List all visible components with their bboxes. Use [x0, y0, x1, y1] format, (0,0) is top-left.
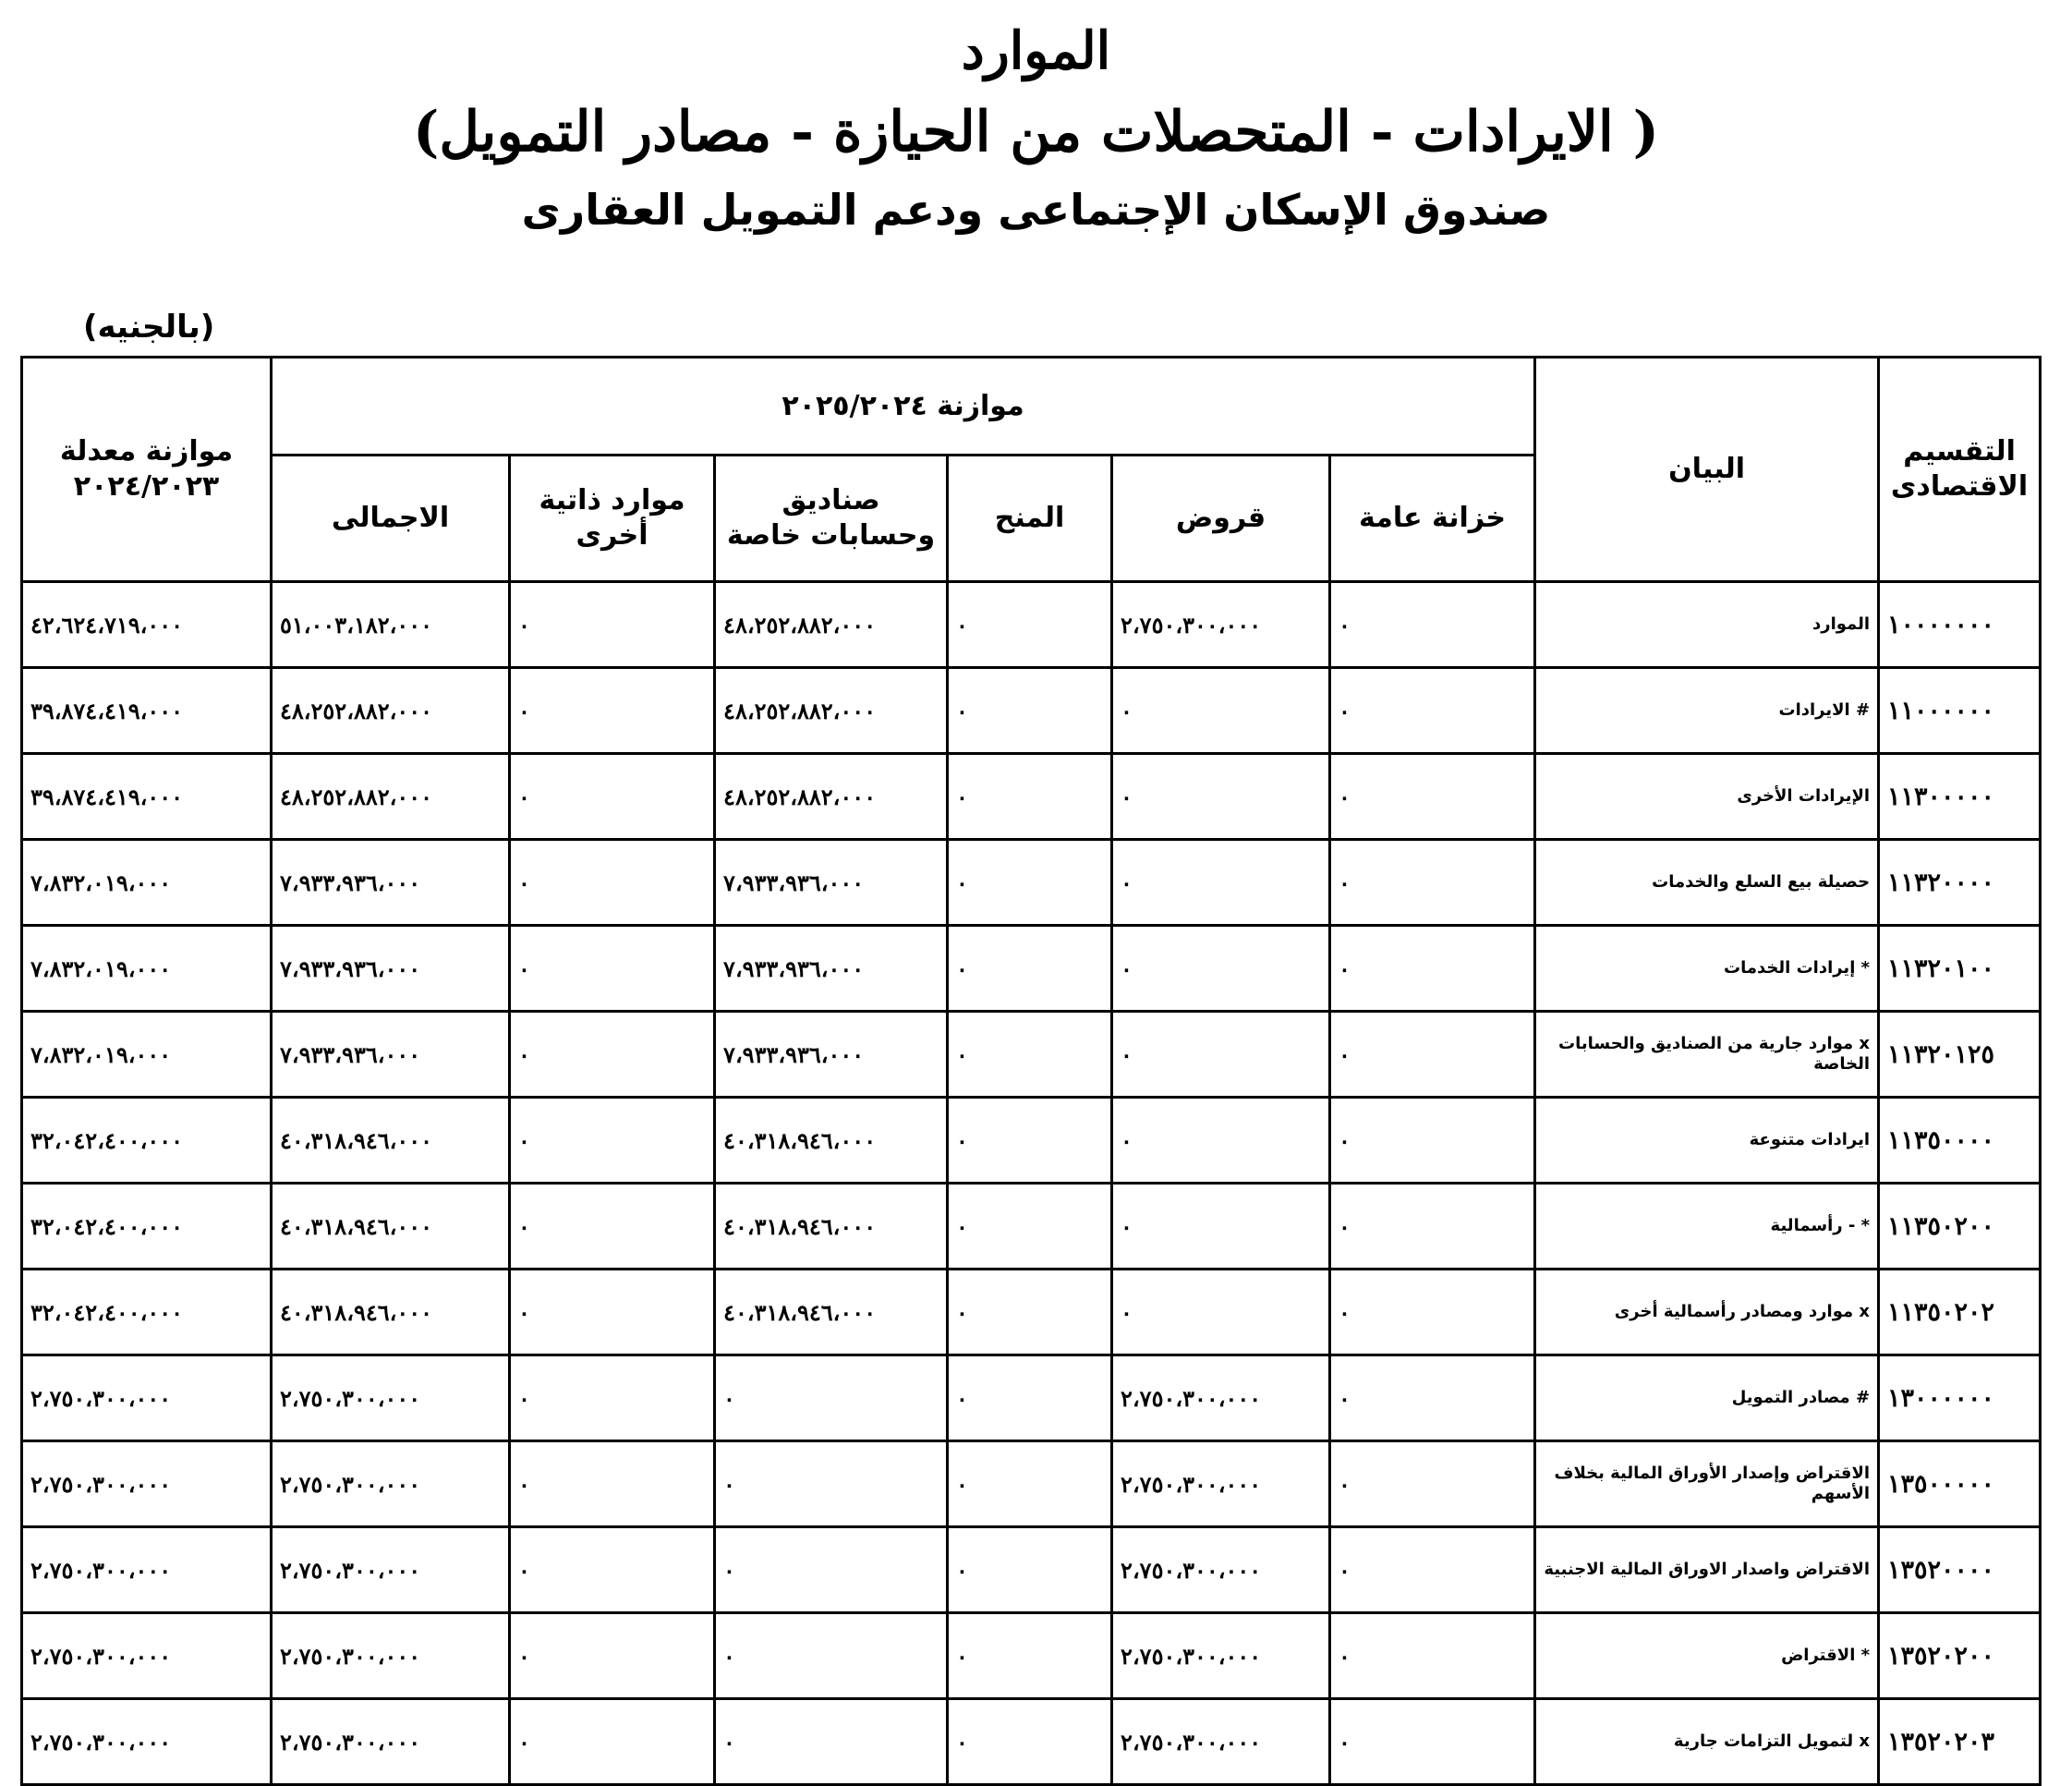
cell-loans: ٢،٧٥٠،٣٠٠،٠٠٠ — [1112, 1355, 1330, 1441]
cell-code: ١٣٠٠٠٠٠٠ — [1879, 1355, 2041, 1441]
cell-description: x موارد جارية من الصناديق والحسابات الخاصة — [1535, 1012, 1879, 1098]
cell-total: ٢،٧٥٠،٣٠٠،٠٠٠ — [272, 1613, 510, 1699]
cell-special-funds: ٤٠،٣١٨،٩٤٦،٠٠٠ — [715, 1270, 948, 1355]
cell-code: ١١٣٠٠٠٠٠ — [1879, 754, 2041, 840]
header-budget-group: موازنة ٢٠٢٥/٢٠٢٤ — [272, 358, 1535, 456]
cell-treasury: ٠ — [1330, 668, 1535, 754]
cell-description: الاقتراض وإصدار الأوراق المالية بخلاف الأسهم — [1535, 1441, 1879, 1527]
cell-total: ٢،٧٥٠،٣٠٠،٠٠٠ — [272, 1355, 510, 1441]
header-special-funds: صناديق وحسابات خاصة — [715, 456, 948, 582]
cell-treasury: ٠ — [1330, 1012, 1535, 1098]
cell-code: ١٠٠٠٠٠٠٠ — [1879, 582, 2041, 668]
cell-grants: ٠ — [948, 1098, 1112, 1184]
cell-revised-budget: ٧،٨٣٢،٠١٩،٠٠٠ — [22, 926, 272, 1012]
table-row — [22, 840, 2041, 926]
cell-revised-budget: ٣٢،٠٤٢،٤٠٠،٠٠٠ — [22, 1270, 272, 1355]
cell-revised-budget: ٣٩،٨٧٤،٤١٩،٠٠٠ — [22, 754, 272, 840]
cell-revised-budget: ٧،٨٣٢،٠١٩،٠٠٠ — [22, 1012, 272, 1098]
table-row — [22, 1527, 2041, 1613]
cell-grants: ٠ — [948, 1441, 1112, 1527]
table-row — [22, 1098, 2041, 1184]
cell-loans: ٢،٧٥٠،٣٠٠،٠٠٠ — [1112, 1613, 1330, 1699]
cell-revised-budget: ٣٢،٠٤٢،٤٠٠،٠٠٠ — [22, 1184, 272, 1270]
cell-loans: ٠ — [1112, 1098, 1330, 1184]
cell-loans: ٠ — [1112, 668, 1330, 754]
cell-revised-budget: ٣٢،٠٤٢،٤٠٠،٠٠٠ — [22, 1098, 272, 1184]
cell-loans: ٠ — [1112, 840, 1330, 926]
cell-special-funds: ٤٨،٢٥٢،٨٨٢،٠٠٠ — [715, 582, 948, 668]
cell-loans: ٠ — [1112, 754, 1330, 840]
cell-self-resources: ٠ — [510, 1527, 715, 1613]
cell-code: ١١٣٢٠٠٠٠ — [1879, 840, 2041, 926]
cell-self-resources: ٠ — [510, 1270, 715, 1355]
cell-code: ١٣٥٢٠٠٠٠ — [1879, 1527, 2041, 1613]
cell-total: ٤٨،٢٥٢،٨٨٢،٠٠٠ — [272, 668, 510, 754]
cell-treasury: ٠ — [1330, 582, 1535, 668]
cell-self-resources: ٠ — [510, 1613, 715, 1699]
cell-revised-budget: ٧،٨٣٢،٠١٩،٠٠٠ — [22, 840, 272, 926]
currency-unit-note: (بالجنيه) — [83, 309, 215, 346]
cell-special-funds: ٠ — [715, 1441, 948, 1527]
cell-special-funds: ٧،٩٣٣،٩٣٦،٠٠٠ — [715, 1012, 948, 1098]
cell-treasury: ٠ — [1330, 1527, 1535, 1613]
cell-treasury: ٠ — [1330, 1184, 1535, 1270]
cell-special-funds: ٧،٩٣٣،٩٣٦،٠٠٠ — [715, 840, 948, 926]
entity-name: صندوق الإسكان الإجتماعى ودعم التمويل العقارى — [521, 185, 1551, 235]
cell-description: ايرادات متنوعة — [1535, 1098, 1879, 1184]
cell-special-funds: ٠ — [715, 1613, 948, 1699]
table-row — [22, 668, 2041, 754]
cell-revised-budget: ٣٩،٨٧٤،٤١٩،٠٠٠ — [22, 668, 272, 754]
cell-treasury: ٠ — [1330, 1613, 1535, 1699]
cell-treasury: ٠ — [1330, 1355, 1535, 1441]
table-row — [22, 1699, 2041, 1785]
cell-grants: ٠ — [948, 668, 1112, 754]
header-grants: المنح — [948, 456, 1112, 582]
cell-special-funds: ٤٨،٢٥٢،٨٨٢،٠٠٠ — [715, 668, 948, 754]
cell-special-funds: ٠ — [715, 1699, 948, 1785]
table-row — [22, 582, 2041, 668]
cell-self-resources: ٠ — [510, 1012, 715, 1098]
cell-total: ٢،٧٥٠،٣٠٠،٠٠٠ — [272, 1699, 510, 1785]
table-row — [22, 1270, 2041, 1355]
cell-grants: ٠ — [948, 1355, 1112, 1441]
cell-code: ١١٣٥٠٢٠٢ — [1879, 1270, 2041, 1355]
cell-total: ٧،٩٣٣،٩٣٦،٠٠٠ — [272, 840, 510, 926]
table-row — [22, 754, 2041, 840]
cell-self-resources: ٠ — [510, 754, 715, 840]
cell-self-resources: ٠ — [510, 1355, 715, 1441]
cell-treasury: ٠ — [1330, 754, 1535, 840]
header-treasury: خزانة عامة — [1330, 456, 1535, 582]
cell-revised-budget: ٢،٧٥٠،٣٠٠،٠٠٠ — [22, 1699, 272, 1785]
budget-table — [20, 356, 2042, 1786]
cell-description: حصيلة بيع السلع والخدمات — [1535, 840, 1879, 926]
cell-total: ٤٠،٣١٨،٩٤٦،٠٠٠ — [272, 1184, 510, 1270]
cell-grants: ٠ — [948, 1012, 1112, 1098]
cell-code: ١١٣٢٠١٢٥ — [1879, 1012, 2041, 1098]
header-self-resources: موارد ذاتية أخرى — [510, 456, 715, 582]
cell-special-funds: ٠ — [715, 1527, 948, 1613]
cell-loans: ٠ — [1112, 926, 1330, 1012]
cell-self-resources: ٠ — [510, 668, 715, 754]
cell-total: ٤٠،٣١٨،٩٤٦،٠٠٠ — [272, 1270, 510, 1355]
cell-total: ٤٠،٣١٨،٩٤٦،٠٠٠ — [272, 1098, 510, 1184]
cell-grants: ٠ — [948, 1699, 1112, 1785]
cell-self-resources: ٠ — [510, 1699, 715, 1785]
table-row — [22, 926, 2041, 1012]
page-subtitle: ( الايرادات - المتحصلات من الحيازة - مصادر التمويل) — [412, 100, 1660, 164]
cell-grants: ٠ — [948, 1527, 1112, 1613]
cell-special-funds: ٧،٩٣٣،٩٣٦،٠٠٠ — [715, 926, 948, 1012]
cell-grants: ٠ — [948, 1613, 1112, 1699]
cell-code: ١٣٥٢٠٢٠٣ — [1879, 1699, 2041, 1785]
cell-loans: ٢،٧٥٠،٣٠٠،٠٠٠ — [1112, 582, 1330, 668]
cell-description: x لتمويل التزامات جارية — [1535, 1699, 1879, 1785]
cell-description: * الاقتراض — [1535, 1613, 1879, 1699]
cell-self-resources: ٠ — [510, 926, 715, 1012]
cell-grants: ٠ — [948, 840, 1112, 926]
cell-self-resources: ٠ — [510, 582, 715, 668]
cell-treasury: ٠ — [1330, 1441, 1535, 1527]
cell-treasury: ٠ — [1330, 1098, 1535, 1184]
cell-code: ١١٣٥٠٢٠٠ — [1879, 1184, 2041, 1270]
header-total: الاجمالى — [272, 456, 510, 582]
cell-total: ٢،٧٥٠،٣٠٠،٠٠٠ — [272, 1527, 510, 1613]
cell-special-funds: ٤٠،٣١٨،٩٤٦،٠٠٠ — [715, 1184, 948, 1270]
cell-self-resources: ٠ — [510, 840, 715, 926]
cell-code: ١٣٥٠٠٠٠٠ — [1879, 1441, 2041, 1527]
cell-revised-budget: ٤٢،٦٢٤،٧١٩،٠٠٠ — [22, 582, 272, 668]
cell-grants: ٠ — [948, 926, 1112, 1012]
cell-treasury: ٠ — [1330, 926, 1535, 1012]
cell-treasury: ٠ — [1330, 1699, 1535, 1785]
cell-description: الاقتراض واصدار الاوراق المالية الاجنبية — [1535, 1527, 1879, 1613]
cell-loans: ٠ — [1112, 1270, 1330, 1355]
cell-grants: ٠ — [948, 1184, 1112, 1270]
cell-grants: ٠ — [948, 1270, 1112, 1355]
cell-self-resources: ٠ — [510, 1441, 715, 1527]
cell-special-funds: ٤٨،٢٥٢،٨٨٢،٠٠٠ — [715, 754, 948, 840]
cell-total: ٢،٧٥٠،٣٠٠،٠٠٠ — [272, 1441, 510, 1527]
header-loans: قروض — [1112, 456, 1330, 582]
cell-description: # الايرادات — [1535, 668, 1879, 754]
table-row — [22, 1184, 2041, 1270]
cell-revised-budget: ٢،٧٥٠،٣٠٠،٠٠٠ — [22, 1527, 272, 1613]
cell-total: ٧،٩٣٣،٩٣٦،٠٠٠ — [272, 926, 510, 1012]
cell-code: ١١٣٢٠١٠٠ — [1879, 926, 2041, 1012]
page-title: الموارد — [961, 20, 1111, 81]
cell-revised-budget: ٢،٧٥٠،٣٠٠،٠٠٠ — [22, 1441, 272, 1527]
cell-treasury: ٠ — [1330, 1270, 1535, 1355]
cell-loans: ٢،٧٥٠،٣٠٠،٠٠٠ — [1112, 1527, 1330, 1613]
cell-description: الموارد — [1535, 582, 1879, 668]
cell-description: x موارد ومصادر رأسمالية أخرى — [1535, 1270, 1879, 1355]
cell-revised-budget: ٢،٧٥٠،٣٠٠،٠٠٠ — [22, 1613, 272, 1699]
cell-total: ٥١،٠٠٣،١٨٢،٠٠٠ — [272, 582, 510, 668]
cell-total: ٧،٩٣٣،٩٣٦،٠٠٠ — [272, 1012, 510, 1098]
cell-loans: ٠ — [1112, 1012, 1330, 1098]
cell-treasury: ٠ — [1330, 840, 1535, 926]
cell-code: ١١٣٥٠٠٠٠ — [1879, 1098, 2041, 1184]
cell-code: ١٣٥٢٠٢٠٠ — [1879, 1613, 2041, 1699]
cell-description: * إيرادات الخدمات — [1535, 926, 1879, 1012]
cell-loans: ٠ — [1112, 1184, 1330, 1270]
header-revised-budget: موازنة معدلة ٢٠٢٤/٢٠٢٣ — [22, 358, 272, 582]
header-code: التقسيم الاقتصادى — [1879, 358, 2041, 582]
cell-loans: ٢،٧٥٠،٣٠٠،٠٠٠ — [1112, 1441, 1330, 1527]
cell-description: الإيرادات الأخرى — [1535, 754, 1879, 840]
table-row — [22, 1355, 2041, 1441]
cell-grants: ٠ — [948, 754, 1112, 840]
table-row — [22, 1012, 2041, 1098]
cell-revised-budget: ٢،٧٥٠،٣٠٠،٠٠٠ — [22, 1355, 272, 1441]
cell-loans: ٢،٧٥٠،٣٠٠،٠٠٠ — [1112, 1699, 1330, 1785]
cell-self-resources: ٠ — [510, 1184, 715, 1270]
table-row — [22, 1441, 2041, 1527]
cell-description: # مصادر التمويل — [1535, 1355, 1879, 1441]
cell-special-funds: ٤٠،٣١٨،٩٤٦،٠٠٠ — [715, 1098, 948, 1184]
cell-total: ٤٨،٢٥٢،٨٨٢،٠٠٠ — [272, 754, 510, 840]
cell-self-resources: ٠ — [510, 1098, 715, 1184]
cell-special-funds: ٠ — [715, 1355, 948, 1441]
header-description: البيان — [1535, 358, 1879, 582]
table-row — [22, 1613, 2041, 1699]
cell-code: ١١٠٠٠٠٠٠ — [1879, 668, 2041, 754]
cell-description: * - رأسمالية — [1535, 1184, 1879, 1270]
cell-grants: ٠ — [948, 582, 1112, 668]
